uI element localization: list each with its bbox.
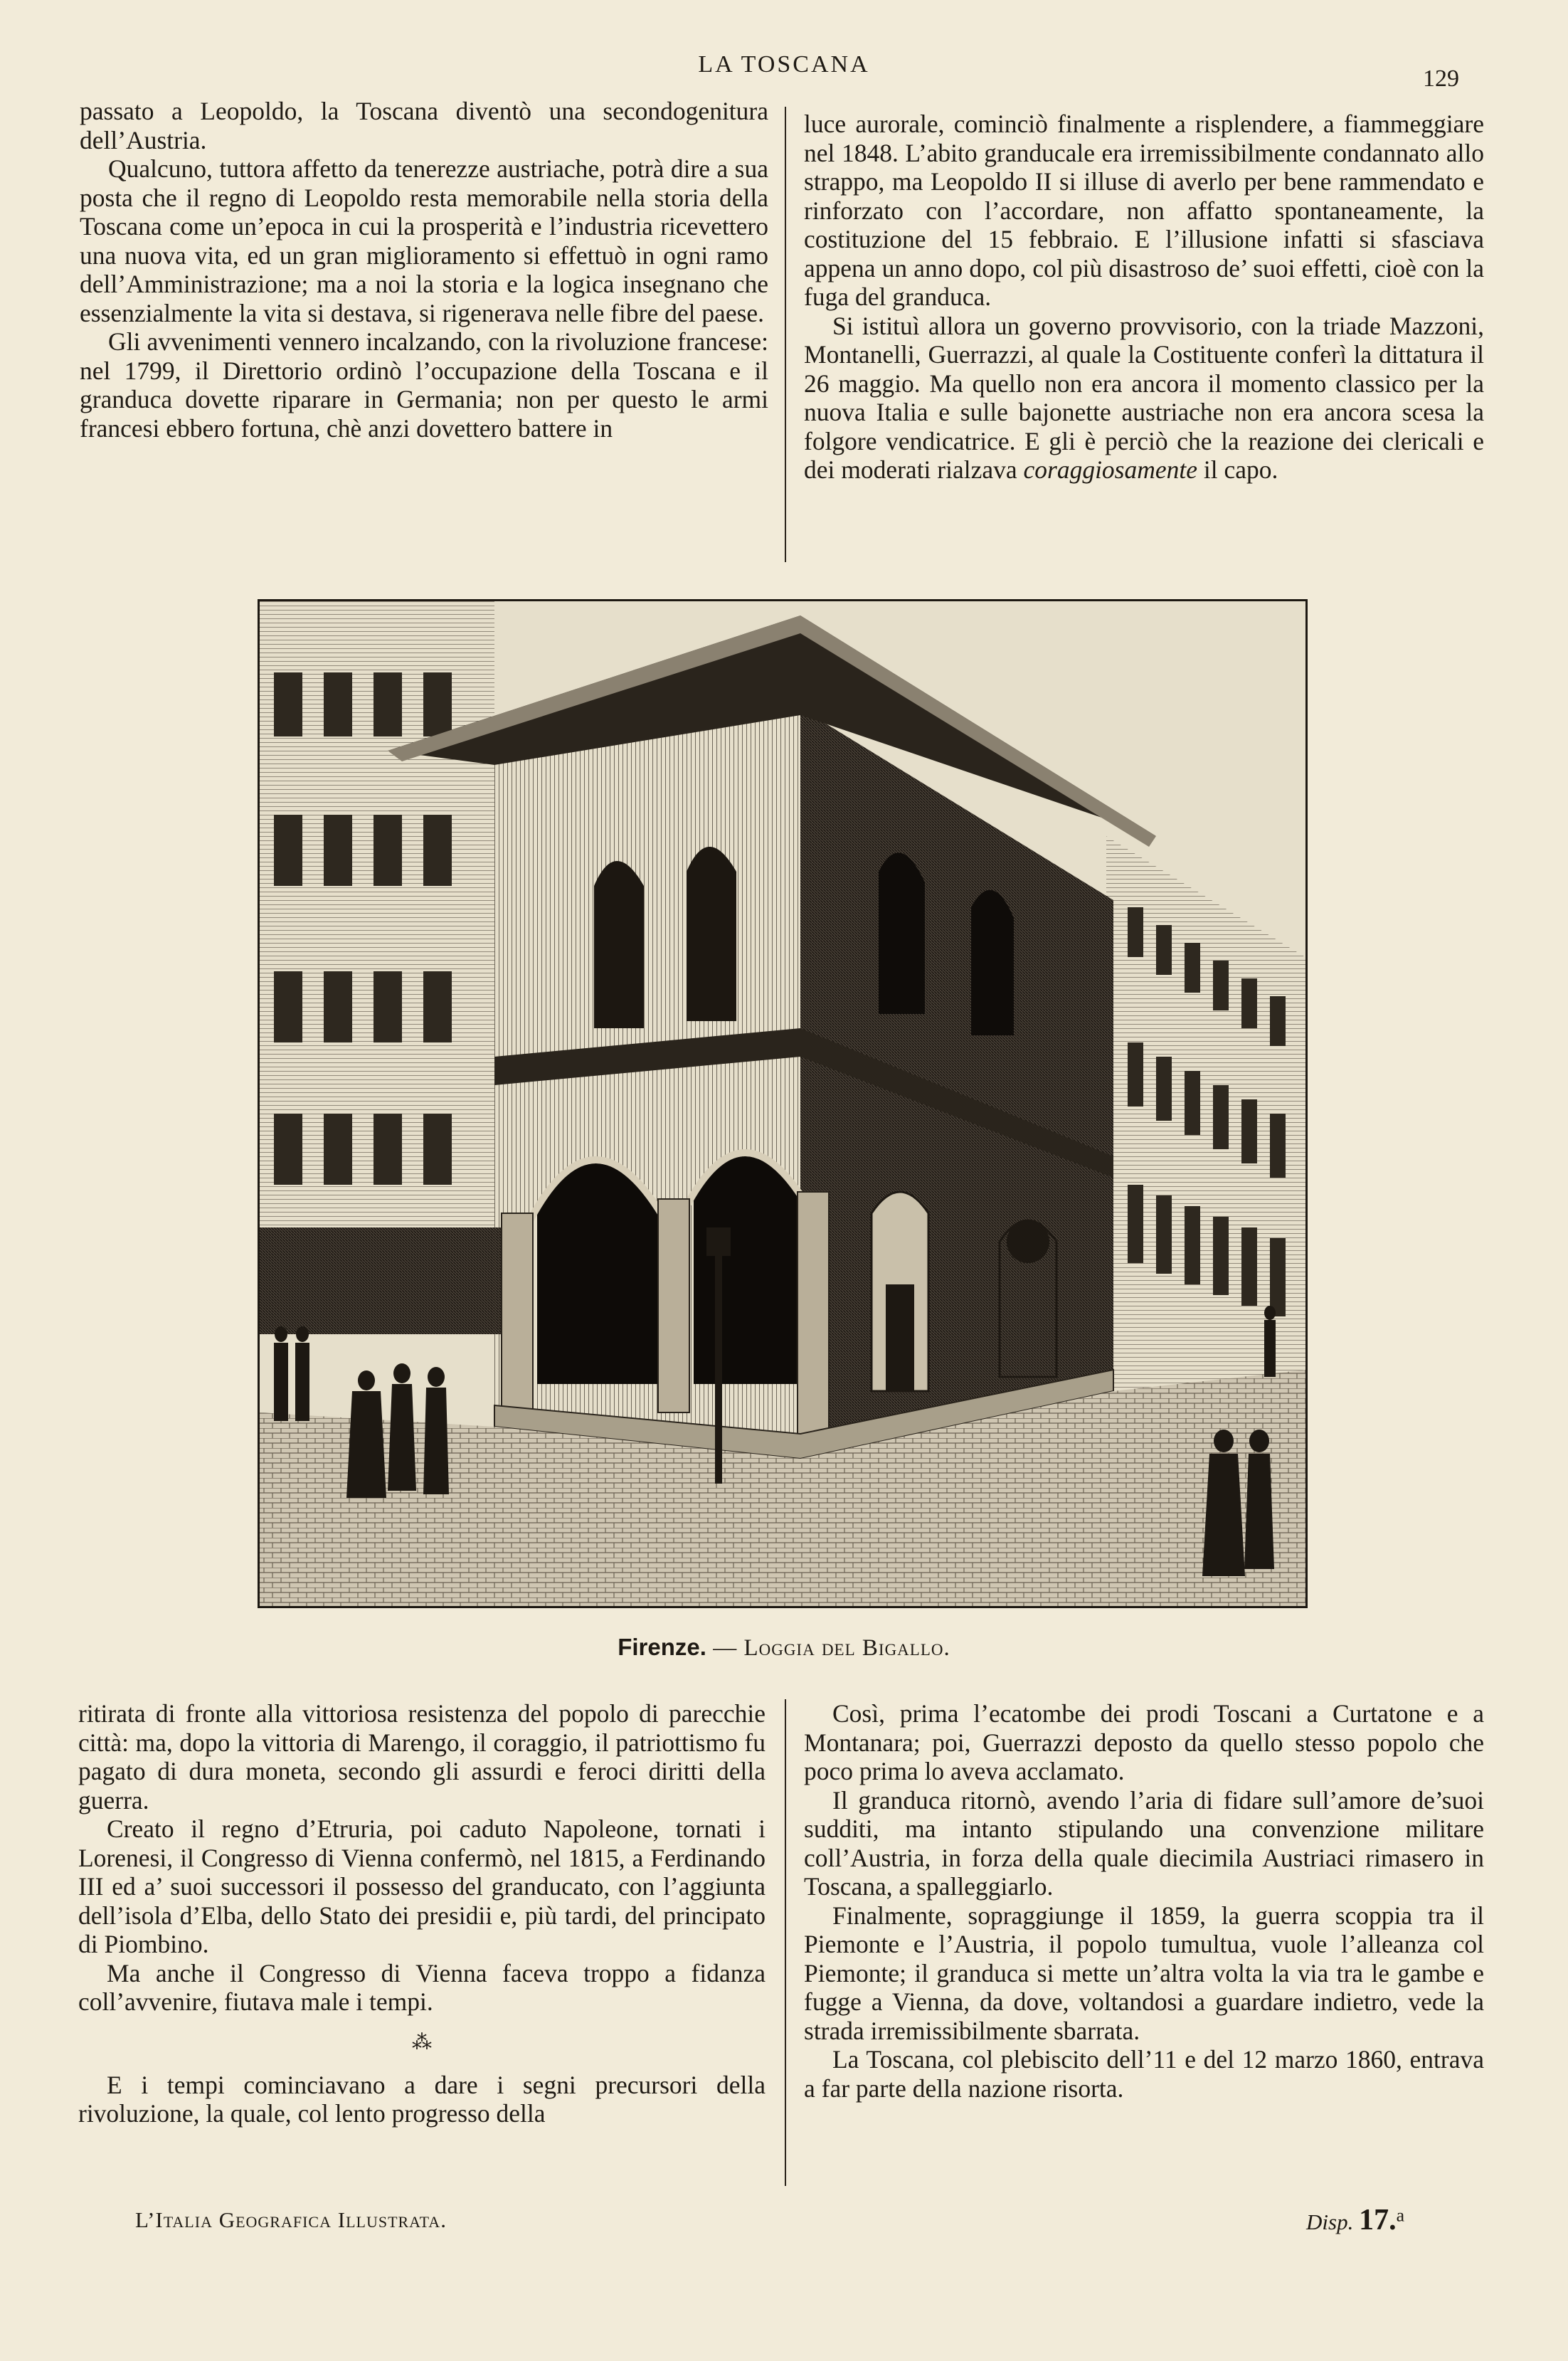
paragraph: Gli avvenimenti vennero incalzando, con la rivoluzione francese: nel 1799, il Direttorio ordinò l’occupazione della Toscana e il granduca dovette riparare in Germania; non per questo le armi francesi ebbero fortuna, chè anzi dovettero battere in	[80, 327, 768, 443]
column-rule	[785, 107, 786, 562]
running-title: LA TOSCANA	[698, 51, 870, 78]
illustration-loggia	[260, 601, 1305, 1606]
caption-dash: —	[713, 1635, 738, 1661]
disp-suffix: a	[1396, 2204, 1405, 2226]
paragraph: Così, prima l’ecatombe dei prodi Toscani a Curtatone e a Montanara; poi, Guerrazzi deposto da quello stesso popolo che poco prima lo aveva acclamato.	[804, 1699, 1484, 1785]
paragraph: Ma anche il Congresso di Vienna faceva troppo a fidanza coll’avvenire, fiutava male i tempi.	[78, 1958, 766, 2016]
loggia-arch-left	[537, 1163, 658, 1384]
disp-label: Disp.	[1306, 2209, 1354, 2234]
paragraph-end: il capo.	[1197, 455, 1278, 484]
disp-number: 17.	[1359, 2204, 1397, 2236]
text-column-top-right	[804, 110, 1484, 485]
paragraph: passato a Leopoldo, la Toscana diventò una secondogenitura dell’Austria.	[80, 97, 768, 154]
italic-word: coraggiosamente	[1023, 455, 1198, 484]
column-rule	[785, 1699, 786, 2186]
caption-subject: Loggia del Bigallo.	[743, 1635, 950, 1661]
engraving-loggia-del-bigallo	[258, 599, 1308, 1608]
paragraph: La Toscana, col plebiscito dell’11 e del 12 marzo 1860, entrava a far parte della nazione risorta.	[804, 2045, 1484, 2103]
paragraph: Il granduca ritornò, avendo l’aria di fidare sull’amore de’suoi sudditi, ma intanto stipulando una convenzione militare coll’Austria, in forza della quale diecimila Austriaci rimasero in Toscana, a spalleggiarlo.	[804, 1785, 1484, 1901]
paragraph	[804, 312, 1484, 485]
loggia-arch-right	[694, 1156, 800, 1384]
text-column-bottom-left	[78, 1699, 766, 2128]
paragraph: Qualcuno, tuttora affetto da tenerezze austriache, potrà dire a sua posta che il regno di Leopoldo resta memorabile nella storia della Toscana come un’epoca in cui la prosperità e l’industria ricevettero una nuova vita, ed un gran miglioramento si effettuò in ogni ramo dell’Amministrazione; ma a noi la storia e la logica insegnano che essenzialmente la vita si destava, si rigenerava nelle fibre del paese.	[80, 154, 768, 327]
text-column-top-left	[80, 97, 768, 443]
paragraph-text: Si istituì allora un governo provvisorio, con la triade Mazzoni, Montanelli, Guerrazzi, al quale la Costituente conferì la dittatura il 26 maggio. Ma quello non era ancora il momento classico per la nuova Italia e sulle bajonette austriache non era ancora scesa la folgore vendicatrice. E gli è perciò che la reazione dei clericali e dei moderati rialzava	[804, 311, 1484, 484]
caption-city: Firenze.	[618, 1634, 706, 1660]
paragraph: ritirata di fronte alla vittoriosa resistenza del popolo di parecchie città: ma, dopo la vittoria di Marengo, il coraggio, il patriottismo fu pagato di dura moneta, secondo gli assurdi e feroci diritti della guerra.	[78, 1699, 766, 1815]
asterism: ⁂	[412, 2031, 432, 2054]
paragraph: Finalmente, sopraggiunge il 1859, la guerra scoppia tra il Piemonte e l’Austria, il popolo tumultua, vuole l’alleanza col Piemonte; il granduca si mette un’altra volta la via tra le gambe e fugge a Vienna, da dove, voltandosi a guardare indietro, vede la strada irremissibilmente sbarrata.	[804, 1901, 1484, 2045]
dispensa-number	[1306, 2203, 1404, 2237]
paragraph: E i tempi cominciavano a dare i segni precursori della rivoluzione, la quale, col lento progresso della	[78, 2070, 766, 2128]
publication-title: L’Italia Geografica Illustrata.	[135, 2207, 447, 2232]
page-number: 129	[1423, 65, 1459, 92]
paragraph: Creato il regno d’Etruria, poi caduto Napoleone, tornati i Lorenesi, il Congresso di Vienna confermò, nel 1815, a Ferdinando III ed a’ suoi successori il possesso del granducato, con l’aggiunta dell’isola d’Elba, dello Stato dei presidii e, più tardi, del principato di Piombino.	[78, 1815, 766, 1958]
text-column-bottom-right	[804, 1699, 1484, 2103]
paragraph: luce aurorale, cominciò finalmente a risplendere, a fiammeggiare nel 1848. L’abito granducale era irremissibilmente condannato allo strappo, ma Leopoldo II si illuse di averlo per bene rammendato e rinforzato con l’accordare, non affatto spontaneamente, la costituzione del 15 febbraio. E l’illusione infatti si sfasciava appena un anno dopo, col più disastroso de’ suoi effetti, cioè con la fuga del granduca.	[804, 110, 1484, 311]
figure-caption	[0, 1634, 1568, 1662]
